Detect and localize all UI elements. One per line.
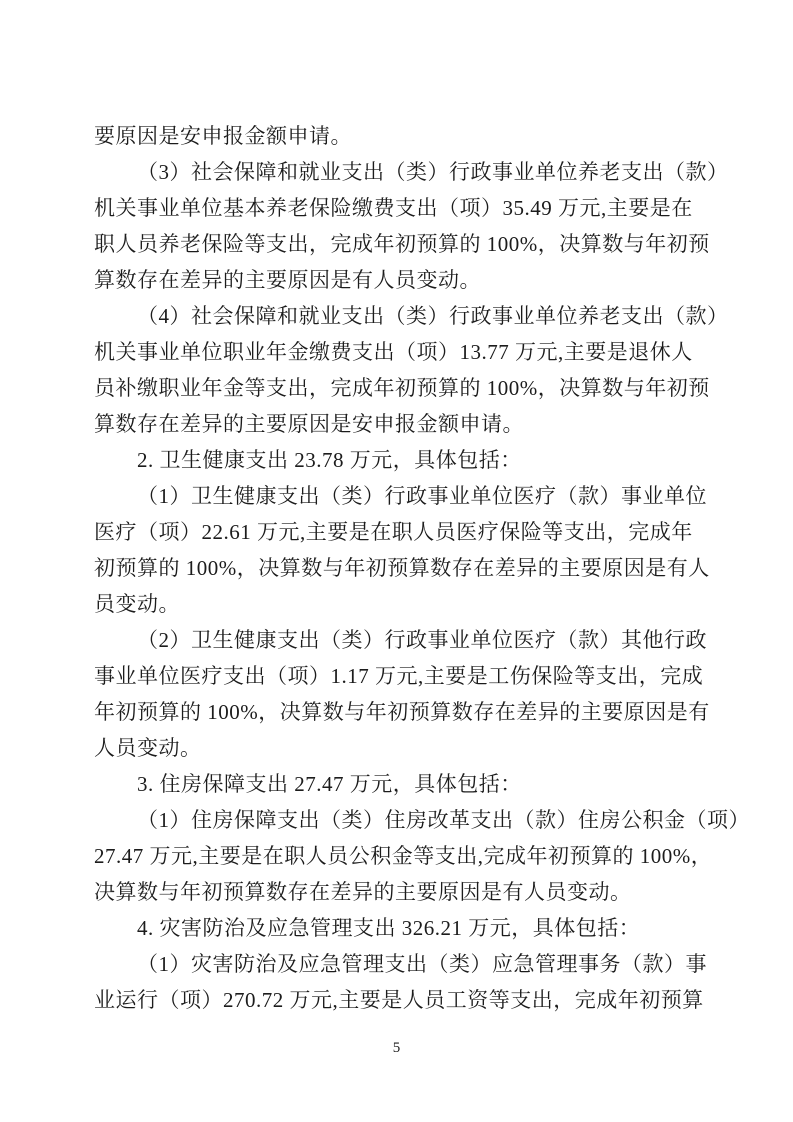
- text-line: 3. 住房保障支出 27.47 万元，具体包括：: [137, 772, 522, 796]
- text-line: 员变动。: [94, 592, 180, 616]
- text-line: 初预算的 100%，决算数与年初预算数存在差异的主要原因是有人: [94, 556, 710, 580]
- text-line: 医疗（项）22.61 万元,主要是在职人员医疗保险等支出，完成年: [94, 520, 693, 544]
- text-line: （3）社会保障和就业支出（类）行政事业单位养老支出（款）: [137, 160, 729, 184]
- text-line: 年初预算的 100%，决算数与年初预算数存在差异的主要原因是有: [94, 700, 710, 724]
- text-line: （4）社会保障和就业支出（类）行政事业单位养老支出（款）: [137, 304, 729, 328]
- text-line: 2. 卫生健康支出 23.78 万元，具体包括：: [137, 448, 522, 472]
- text-line: （1）卫生健康支出（类）行政事业单位医疗（款）事业单位: [137, 484, 707, 508]
- text-line: 算数存在差异的主要原因是安申报金额申请。: [94, 412, 524, 436]
- text-line: （2）卫生健康支出（类）行政事业单位医疗（款）其他行政: [137, 628, 707, 652]
- text-line: 27.47 万元,主要是在职人员公积金等支出,完成年初预算的 100%，: [94, 844, 713, 868]
- text-line: 事业单位医疗支出（项）1.17 万元,主要是工伤保险等支出，完成: [94, 664, 704, 688]
- text-line: 职人员养老保险等支出，完成年初预算的 100%，决算数与年初预: [94, 232, 710, 256]
- text-line: 算数存在差异的主要原因是有人员变动。: [94, 268, 481, 292]
- text-line: （1）灾害防治及应急管理支出（类）应急管理事务（款）事: [137, 952, 707, 976]
- text-line: 人员变动。: [94, 736, 202, 760]
- text-line: 4. 灾害防治及应急管理支出 326.21 万元，具体包括：: [137, 916, 641, 940]
- page-number: 5: [392, 1040, 401, 1056]
- text-line: （1）住房保障支出（类）住房改革支出（款）住房公积金（项）: [137, 808, 750, 832]
- text-line: 决算数与年初预算数存在差异的主要原因是有人员变动。: [94, 880, 632, 904]
- text-line: 机关事业单位职业年金缴费支出（项）13.77 万元,主要是退休人: [94, 340, 693, 364]
- text-line: 要原因是安申报金额申请。: [94, 124, 352, 148]
- text-line: 业运行（项）270.72 万元,主要是人员工资等支出，完成年初预算: [94, 988, 704, 1012]
- text-line: 机关事业单位基本养老保险缴费支出（项）35.49 万元,主要是在: [94, 196, 693, 220]
- text-line: 员补缴职业年金等支出，完成年初预算的 100%，决算数与年初预: [94, 376, 710, 400]
- document-body: [94, 118, 750, 1018]
